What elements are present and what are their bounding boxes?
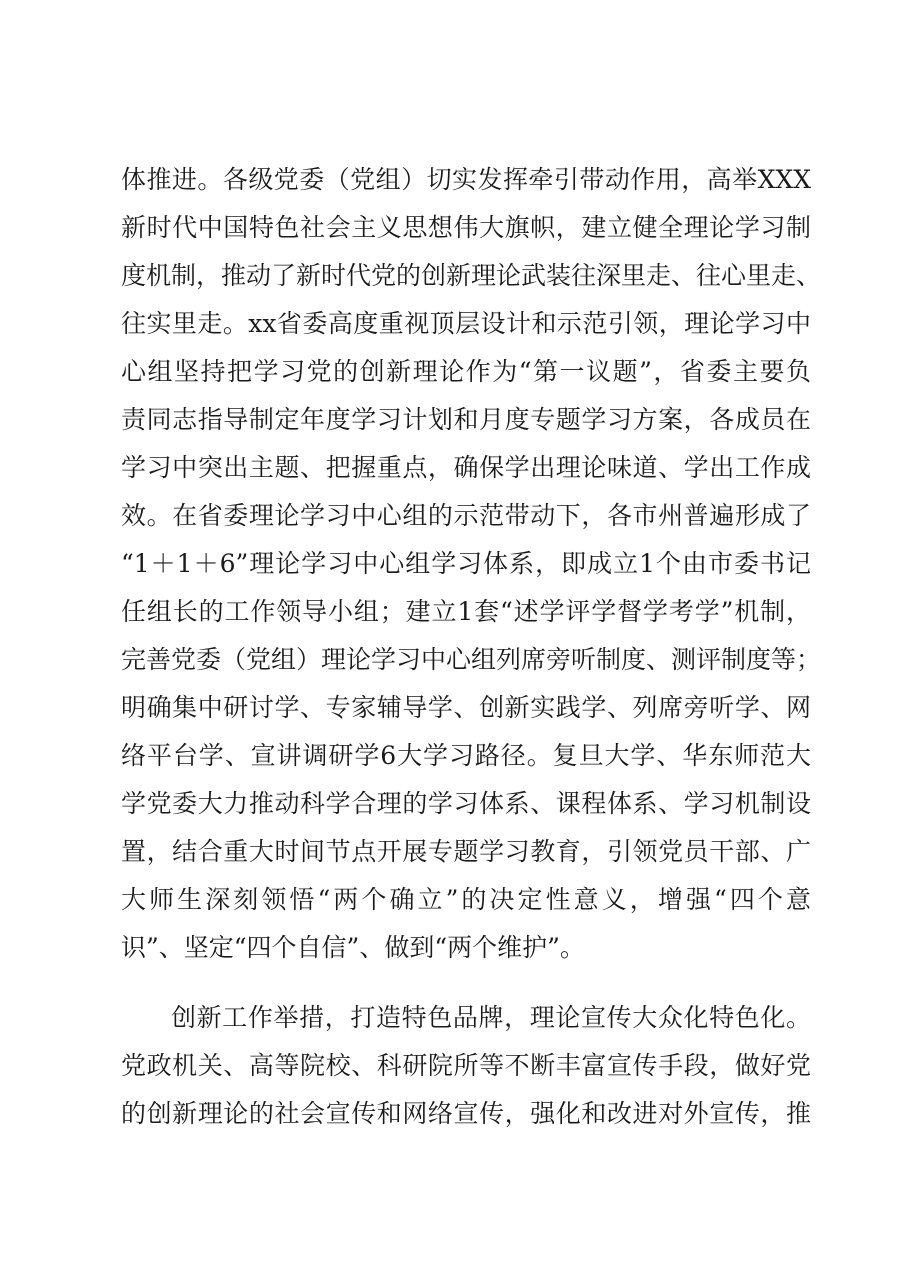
text-line: 党政机关、高等院校、科研院所等不断丰富宣传手段，做好党 <box>121 1051 811 1080</box>
text-line: 完善党委（党组）理论学习中心组列席旁听制度、测评制度等； <box>121 645 822 674</box>
text-line: 创新工作举措，打造特色品牌，理论宣传大众化特色化。 <box>171 1003 811 1032</box>
text-line: 络平台学、宣讲调研学6大学习路径。复旦大学、华东师范大 <box>121 741 811 770</box>
text-line: 学党委大力推动科学合理的学习体系、课程体系、学习机制设 <box>121 789 811 818</box>
text-line: 责同志指导制定年度学习计划和月度专题学习方案，各成员在 <box>121 405 811 434</box>
text-line: 度机制，推动了新时代党的创新理论武装往深里走、往心里走、 <box>121 261 822 290</box>
text-line: 心组坚持把学习党的创新理论作为“第一议题”，省委主要负 <box>121 357 811 386</box>
text-line: “1＋1＋6”理论学习中心组学习体系，即成立1个由市委书记 <box>121 549 811 578</box>
text-line: 新时代中国特色社会主义思想伟大旗帜，建立健全理论学习制 <box>121 213 811 242</box>
text-line: 效。在省委理论学习中心组的示范带动下，各市州普遍形成了 <box>121 501 811 530</box>
text-line: 置，结合重大时间节点开展专题学习教育，引领党员干部、广 <box>121 837 811 866</box>
text-line: 识”、坚定“四个自信”、做到“两个维护”。 <box>121 933 585 962</box>
text-line: 明确集中研讨学、专家辅导学、创新实践学、列席旁听学、网 <box>121 693 811 722</box>
text-line: 体推进。各级党委（党组）切实发挥牵引带动作用，高举XXX <box>121 165 811 194</box>
text-line: 大师生深刻领悟“两个确立”的决定性意义，增强“四个意 <box>121 885 811 914</box>
text-line: 任组长的工作领导小组；建立1套“述学评学督学考学”机制， <box>121 597 811 626</box>
text-line: 的创新理论的社会宣传和网络宣传，强化和改进对外宣传，推 <box>121 1099 811 1128</box>
text-line: 学习中突出主题、把握重点，确保学出理论味道、学出工作成 <box>121 453 811 482</box>
text-line: 往实里走。xx省委高度重视顶层设计和示范引领，理论学习中 <box>121 309 811 338</box>
